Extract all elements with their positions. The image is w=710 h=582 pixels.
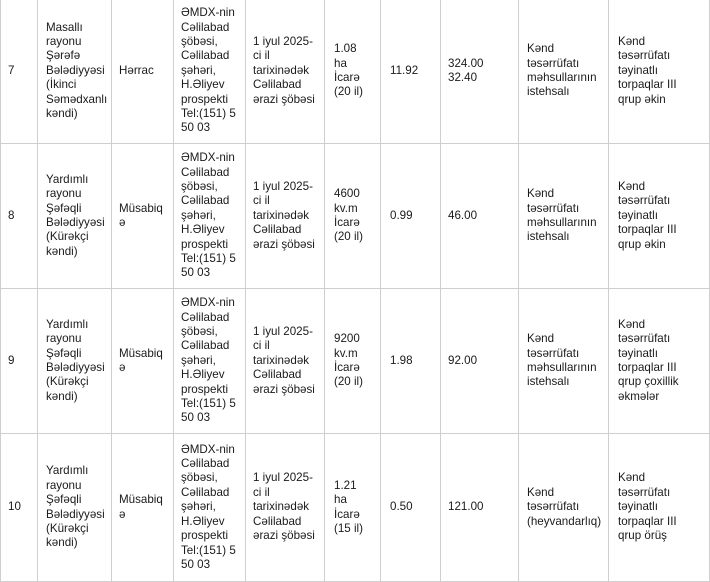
value-text: 0.99 [390,208,413,222]
purpose-cell [519,289,609,434]
method-cell [112,434,174,582]
price-cell [441,144,519,289]
purpose-text: Kənd təsərrüfatı məhsullarının istehsalı [527,332,597,389]
area-text: 4600 kv.m İcarə (20 il) [334,187,363,244]
method-cell [112,289,174,434]
category-cell [609,289,710,434]
deadline-cell [246,434,325,582]
deadline-cell [246,144,325,289]
row-number-cell [1,144,38,289]
row-number: 9 [8,353,15,367]
value-text: 1.98 [390,353,413,367]
row-number-cell [1,0,38,144]
method-text: Müsabiqə [119,346,163,374]
table-row [1,0,710,144]
method-text: Hərrac [119,63,154,77]
method-text: Müsabiqə [119,493,163,521]
method-cell [112,144,174,289]
location-cell [38,0,112,144]
category-cell [609,144,710,289]
price-cell [441,289,519,434]
price-text: 46.00 [448,208,478,222]
price-cell [441,434,519,582]
deadline-text: 1 iyul 2025- ci il tarixinədək Cəlilabad ərazi şöbəsi [253,179,315,251]
purpose-text: Kənd təsərrüfatı məhsullarının istehsalı [527,187,597,244]
address-text: ƏMDX-nin Cəlilabad şöbəsi, Cəlilabad şəhəri, H.Əliyev prospekti Tel:(151) 5 50 03 [181,151,236,280]
method-cell [112,0,174,144]
area-cell [325,434,381,582]
value-text: 0.50 [390,500,413,514]
price-cell [441,0,519,144]
category-cell [609,0,710,144]
location-text: Masallı rayonu Şərəfə Bələdiyyəsi (İkinci Səmədxanlı kəndi) [46,20,108,121]
purpose-cell [519,434,609,582]
value-cell [381,434,441,582]
row-number: 8 [8,208,15,222]
address-text: ƏMDX-nin Cəlilabad şöbəsi, Cəlilabad şəhəri, H.Əliyev prospekti Tel:(151) 5 50 03 [181,6,236,135]
table-row [1,289,710,434]
row-number: 10 [8,500,21,514]
area-cell [325,144,381,289]
address-cell [174,144,246,289]
location-text: Yardımlı rayonu Şəfəqli Bələdiyyəsi (Kürəkçi kəndi) [46,464,105,550]
location-text: Yardımlı rayonu Şəfəqli Bələdiyyəsi (Kürəkçi kəndi) [46,317,105,403]
purpose-cell [519,0,609,144]
row-number-cell [1,289,38,434]
address-cell [174,434,246,582]
table-row [1,144,710,289]
row-number-cell [1,434,38,582]
purpose-text: Kənd təsərrüfatı məhsullarının istehsalı [527,42,597,99]
location-cell [38,434,112,582]
category-text: Kənd təsərrüfatı təyinatlı torpaqlar III qrup əkin [618,179,677,251]
location-cell [38,289,112,434]
value-cell [381,0,441,144]
category-text: Kənd təsərrüfatı təyinatlı torpaqlar III qrup əkin [618,34,677,106]
price-text: 121.00 [448,500,484,514]
row-number: 7 [8,63,15,77]
deadline-text: 1 iyul 2025- ci il tarixinədək Cəlilabad ərazi şöbəsi [253,34,315,106]
value-cell [381,289,441,434]
deadline-text: 1 iyul 2025- ci il tarixinədək Cəlilabad ərazi şöbəsi [253,324,315,396]
location-text: Yardımlı rayonu Şəfəqli Bələdiyyəsi (Kürəkçi kəndi) [46,172,105,258]
category-text: Kənd təsərrüfatı təyinatlı torpaqlar III qrup çoxillik əkmələr [618,317,679,403]
area-text: 1.08 ha İcarə (20 il) [334,42,363,99]
deadline-cell [246,289,325,434]
price-text: 324.00 32.40 [448,56,484,84]
value-cell [381,144,441,289]
purpose-cell [519,144,609,289]
address-text: ƏMDX-nin Cəlilabad şöbəsi, Cəlilabad şəhəri, H.Əliyev prospekti Tel:(151) 5 50 03 [181,296,236,425]
deadline-cell [246,0,325,144]
table-row [1,434,710,582]
area-text: 1.21 ha İcarə (15 il) [334,478,363,535]
method-text: Müsabiqə [119,201,163,229]
category-text: Kənd təsərrüfatı təyinatlı torpaqlar III qrup örüş [618,471,677,543]
area-text: 9200 kv.m İcarə (20 il) [334,332,363,389]
address-cell [174,289,246,434]
location-cell [38,144,112,289]
price-text: 92.00 [448,353,478,367]
address-text: ƏMDX-nin Cəlilabad şöbəsi, Cəlilabad şəhəri, H.Əliyev prospekti Tel:(151) 5 50 03 [181,442,236,571]
category-cell [609,434,710,582]
address-cell [174,0,246,144]
deadline-text: 1 iyul 2025- ci il tarixinədək Cəlilabad ərazi şöbəsi [253,471,315,543]
area-cell [325,289,381,434]
value-text: 11.92 [390,63,419,77]
purpose-text: Kənd təsərrüfatı (heyvandarlıq) [527,485,602,528]
area-cell [325,0,381,144]
